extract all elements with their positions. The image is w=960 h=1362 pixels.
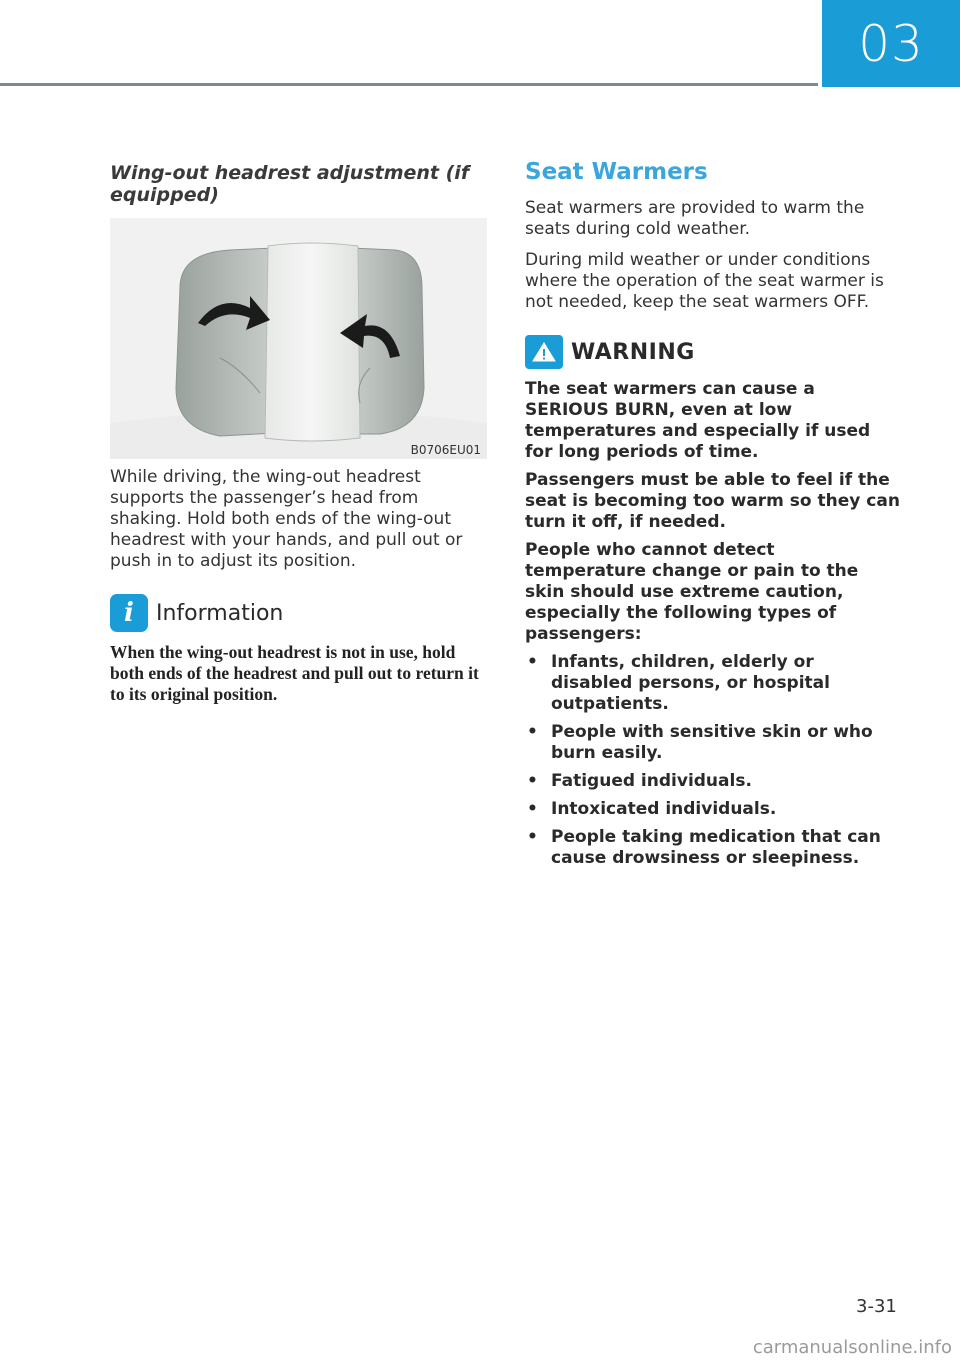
- warning-triangle-icon: [525, 335, 563, 369]
- seat-warmers-paragraph: During mild weather or under conditions where the operation of the seat warmer is not needed, keep the seat warmers OFF.: [525, 250, 884, 312]
- warning-paragraph: People who cannot detect temperature change or pain to the skin should use extreme caution, especially the following types of passengers:: [525, 540, 859, 644]
- page-number: 3-31: [856, 1296, 897, 1317]
- list-item: • Fatigued individuals.: [527, 771, 752, 791]
- right-column: [525, 158, 900, 876]
- headrest-illustration: [110, 218, 487, 459]
- left-column: [110, 162, 490, 705]
- watermark: carmanualsonline.info: [752, 1337, 952, 1358]
- warning-bullet-list: [525, 652, 900, 869]
- headrest-figure: [110, 218, 487, 459]
- list-item: • People with sensitive skin or who burn easily.: [527, 722, 873, 763]
- headrest-description: While driving, the wing-out headrest supports the passenger’s head from shaking. Hold both ends of the wing-out headrest with your hands, and pull out or push in to adjust its position.: [110, 467, 463, 571]
- warning-paragraph: The seat warmers can cause a SERIOUS BURN, even at low temperatures and especially if used for long periods of time.: [525, 379, 871, 462]
- warning-header: [525, 335, 900, 369]
- list-item: • Intoxicated individuals.: [527, 799, 777, 819]
- figure-code: B0706EU01: [410, 443, 481, 457]
- list-item: • People taking medication that can cause drowsiness or sleepiness.: [527, 827, 881, 868]
- list-item: • Infants, children, elderly or disabled persons, or hospital outpatients.: [527, 652, 830, 714]
- information-box: [110, 594, 490, 705]
- seat-warmers-heading: Seat Warmers: [525, 159, 708, 185]
- chapter-tab: 03: [822, 0, 960, 87]
- warning-paragraph: Passengers must be able to feel if the seat is becoming too warm so they can turn it off, if needed.: [525, 470, 900, 532]
- headrest-subheading: Wing-out headrest adjustment (if equipped): [110, 162, 470, 206]
- warning-title: WARNING: [571, 339, 695, 365]
- information-icon: i: [110, 594, 148, 632]
- seat-warmers-paragraph: Seat warmers are provided to warm the seats during cold weather.: [525, 198, 865, 239]
- information-text: When the wing-out headrest is not in use, hold both ends of the headrest and pull out to return it to its original position.: [110, 642, 479, 704]
- header-rule: [0, 83, 818, 86]
- information-title: Information: [156, 600, 284, 626]
